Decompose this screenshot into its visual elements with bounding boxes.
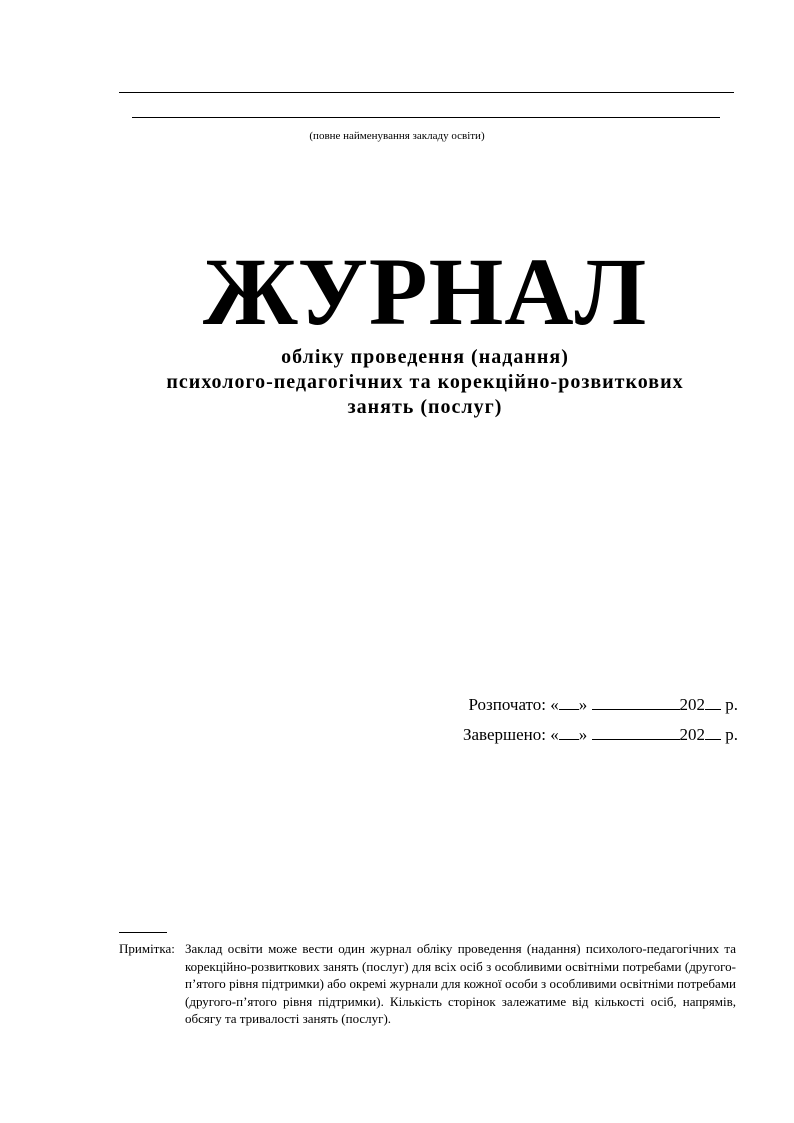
started-year-prefix: 202 (679, 695, 705, 714)
finished-day-blank[interactable] (559, 725, 579, 740)
institution-caption: (повне найменування закладу освіти) (309, 130, 485, 142)
finished-quote-close: » (578, 725, 588, 744)
finished-year-blank[interactable] (705, 725, 721, 740)
finished-month-blank[interactable] (592, 725, 680, 740)
finished-label: Завершено: « (463, 725, 559, 744)
started-row (463, 690, 738, 720)
footnote-text: Заклад освіти може вести один журнал обліку проведення (надання) психолого-педагогічних та корекційно-розвиткових занять (послуг) для всіх осіб з особливими освітніми потребами (другого-п’ятого рівня підтримки) або окремі журнали для кожної особи з особливими освітніми потребами (другого-п’ятого рівня підтримки). Кількість сторінок залежатиме від кількості осіб, напрямів, обсягу та тривалості занять (послуг). (185, 941, 736, 1026)
journal-subtitle (0, 345, 794, 420)
subtitle-line-3: занять (послуг) (347, 396, 503, 418)
dates-block (463, 690, 738, 750)
institution-name-line-2 (132, 117, 720, 118)
subtitle-line-2: психолого-педагогічних та корекційно-розвиткових (166, 371, 684, 393)
started-day-blank[interactable] (559, 695, 579, 710)
finished-row (463, 720, 738, 750)
started-year-blank[interactable] (705, 695, 721, 710)
finished-year-prefix: 202 (679, 725, 705, 744)
footnote (119, 940, 736, 1028)
started-month-blank[interactable] (592, 695, 680, 710)
started-label: Розпочато: « (468, 695, 559, 714)
footnote-label: Примітка: (119, 941, 175, 956)
started-quote-close: » (578, 695, 588, 714)
finished-year-suffix: р. (725, 725, 738, 744)
institution-name-line-1 (119, 92, 734, 93)
footnote-rule (119, 932, 167, 933)
journal-title: ЖУРНАЛ (202, 238, 648, 345)
started-year-suffix: р. (725, 695, 738, 714)
subtitle-line-1: обліку проведення (надання) (281, 346, 569, 368)
